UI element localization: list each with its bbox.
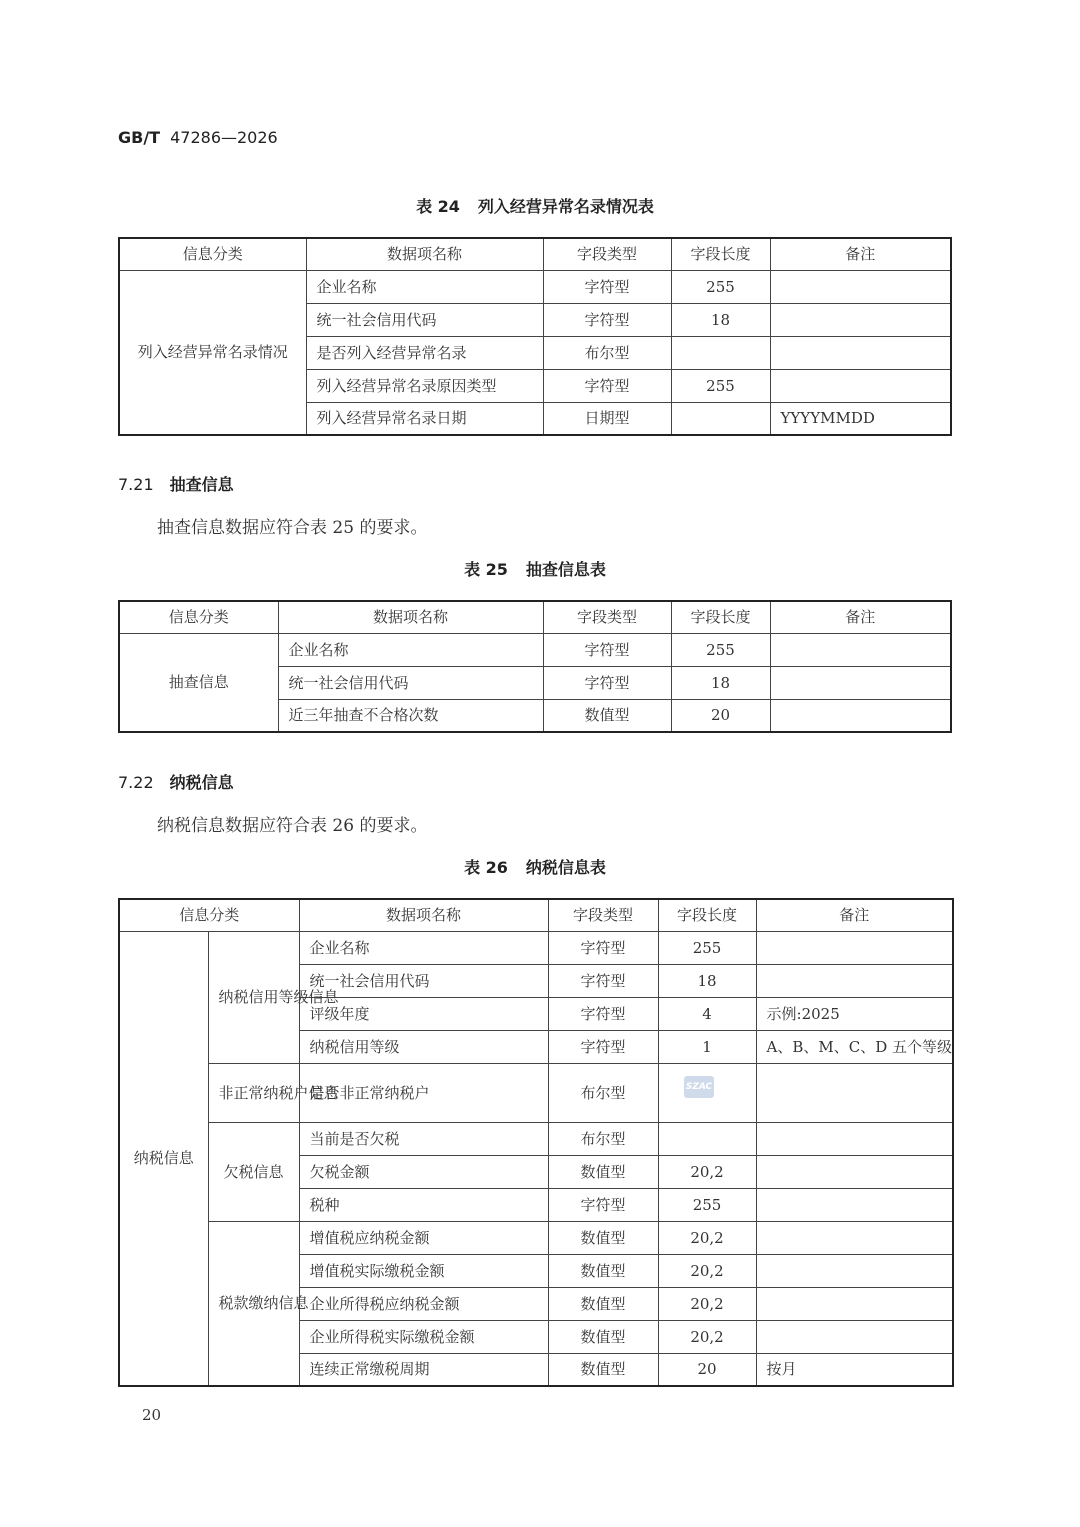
category-cell: 纳税信息 [119, 931, 208, 1386]
header-field-length: 字段长度 [658, 899, 756, 931]
field-length-cell: 18 [671, 666, 770, 699]
standard-prefix: GB/T [118, 128, 161, 147]
item-name-cell: 评级年度 [299, 997, 548, 1030]
field-length-cell: 255 [658, 931, 756, 964]
field-type-cell: 数值型 [548, 1353, 658, 1386]
remarks-cell [770, 666, 951, 699]
subcategory-cell: 欠税信息 [208, 1122, 299, 1221]
header-item-name: 数据项名称 [306, 238, 543, 270]
remarks-cell [756, 1287, 953, 1320]
section-number: 7.21 [118, 475, 154, 494]
item-name-cell: 欠税金额 [299, 1155, 548, 1188]
remarks-cell [756, 1320, 953, 1353]
field-length-cell: 4 [658, 997, 756, 1030]
table-25-title: 抽查信息表 [525, 560, 606, 579]
field-type-cell: 字符型 [543, 666, 671, 699]
subcategory-cell: 非正常纳税户信息 [208, 1063, 299, 1122]
item-name-cell: 纳税信用等级 [299, 1030, 548, 1063]
header-remarks: 备注 [756, 899, 953, 931]
remarks-cell: 示例:2025 [756, 997, 953, 1030]
field-type-cell: 布尔型 [543, 336, 671, 369]
szac-watermark: SZAC [684, 1076, 714, 1098]
field-type-cell: 布尔型 [548, 1122, 658, 1155]
field-length-cell: 20 [658, 1353, 756, 1386]
field-length-cell: 20 [671, 699, 770, 732]
table-26 [118, 898, 954, 1387]
header-field-length: 字段长度 [671, 601, 770, 633]
item-name-cell: 统一社会信用代码 [278, 666, 543, 699]
table-row [119, 633, 951, 666]
item-name-cell: 税种 [299, 1188, 548, 1221]
section-title: 抽查信息 [169, 475, 234, 494]
field-type-cell: 数值型 [548, 1254, 658, 1287]
remarks-cell [756, 931, 953, 964]
field-length-cell: 20,2 [658, 1155, 756, 1188]
field-length-cell: 18 [658, 964, 756, 997]
item-name-cell: 列入经营异常名录原因类型 [306, 369, 543, 402]
field-type-cell: 字符型 [548, 964, 658, 997]
field-type-cell: 字符型 [543, 270, 671, 303]
field-type-cell: 数值型 [548, 1155, 658, 1188]
field-length-cell: 255 [671, 270, 770, 303]
header-item-name: 数据项名称 [299, 899, 548, 931]
table-26-number: 表 26 [464, 858, 508, 877]
item-name-cell: 企业所得税实际缴税金额 [299, 1320, 548, 1353]
table-26-title: 纳税信息表 [525, 858, 606, 877]
header-category: 信息分类 [119, 601, 278, 633]
header-field-type: 字段类型 [548, 899, 658, 931]
table-25-caption [118, 557, 952, 580]
header-category: 信息分类 [119, 238, 306, 270]
remarks-cell [756, 1188, 953, 1221]
item-name-cell: 企业名称 [278, 633, 543, 666]
header-field-length: 字段长度 [671, 238, 770, 270]
section-number: 7.22 [118, 773, 154, 792]
field-length-cell: 20,2 [658, 1254, 756, 1287]
field-type-cell: 字符型 [548, 997, 658, 1030]
item-name-cell: 增值税实际缴税金额 [299, 1254, 548, 1287]
table-row [119, 1122, 953, 1155]
section-7-22-heading [118, 770, 234, 793]
item-name-cell: 统一社会信用代码 [299, 964, 548, 997]
header-remarks: 备注 [770, 238, 951, 270]
section-7-22-paragraph: 纳税信息数据应符合表 26 的要求。 [157, 816, 428, 836]
table-24-caption [118, 194, 952, 217]
item-name-cell: 近三年抽查不合格次数 [278, 699, 543, 732]
remarks-cell [756, 1155, 953, 1188]
item-name-cell: 企业所得税应纳税金额 [299, 1287, 548, 1320]
field-length-cell [671, 402, 770, 435]
item-name-cell: 统一社会信用代码 [306, 303, 543, 336]
field-type-cell: 数值型 [548, 1221, 658, 1254]
remarks-cell: A、B、M、C、D 五个等级 [756, 1030, 953, 1063]
header-category: 信息分类 [119, 899, 299, 931]
item-name-cell: 是否列入经营异常名录 [306, 336, 543, 369]
item-name-cell: 当前是否欠税 [299, 1122, 548, 1155]
remarks-cell [770, 369, 951, 402]
remarks-cell [770, 699, 951, 732]
table-25-number: 表 25 [464, 560, 508, 579]
field-type-cell: 数值型 [548, 1320, 658, 1353]
item-name-cell: 列入经营异常名录日期 [306, 402, 543, 435]
field-type-cell: 字符型 [543, 369, 671, 402]
field-length-cell: 18 [671, 303, 770, 336]
remarks-cell [770, 270, 951, 303]
header-field-type: 字段类型 [543, 601, 671, 633]
item-name-cell: 增值税应纳税金额 [299, 1221, 548, 1254]
field-length-cell: 1 [658, 1030, 756, 1063]
remarks-cell [756, 1122, 953, 1155]
table-row [119, 1221, 953, 1254]
table-24 [118, 237, 952, 436]
table-header-row [119, 899, 953, 931]
header-remarks: 备注 [770, 601, 951, 633]
remarks-cell [756, 964, 953, 997]
table-24-title: 列入经营异常名录情况表 [477, 197, 654, 216]
standard-number: 47286—2026 [170, 128, 278, 147]
section-7-21-heading [118, 472, 234, 495]
item-name-cell: 连续正常缴税周期 [299, 1353, 548, 1386]
remarks-cell [756, 1063, 953, 1122]
category-cell: 抽查信息 [119, 633, 278, 732]
field-type-cell: 布尔型 [548, 1063, 658, 1122]
field-length-cell: 255 [671, 369, 770, 402]
remarks-cell [756, 1221, 953, 1254]
section-title: 纳税信息 [169, 773, 234, 792]
remarks-cell: YYYYMMDD [770, 402, 951, 435]
field-type-cell: 数值型 [543, 699, 671, 732]
item-name-cell: 是否非正常纳税户 [299, 1063, 548, 1122]
field-type-cell: 字符型 [548, 1188, 658, 1221]
field-length-cell: 20,2 [658, 1221, 756, 1254]
field-type-cell: 字符型 [543, 633, 671, 666]
field-type-cell: 字符型 [548, 1030, 658, 1063]
field-type-cell: 日期型 [543, 402, 671, 435]
subcategory-cell: 税款缴纳信息 [208, 1221, 299, 1386]
field-length-cell: 255 [658, 1188, 756, 1221]
remarks-cell [756, 1254, 953, 1287]
remarks-cell: 按月 [756, 1353, 953, 1386]
field-length-cell: 20,2 [658, 1287, 756, 1320]
field-length-cell [658, 1122, 756, 1155]
header-item-name: 数据项名称 [278, 601, 543, 633]
section-7-21-paragraph: 抽查信息数据应符合表 25 的要求。 [157, 518, 428, 538]
category-cell: 列入经营异常名录情况 [119, 270, 306, 435]
table-row [119, 1063, 953, 1122]
table-24-number: 表 24 [416, 197, 460, 216]
header-field-type: 字段类型 [543, 238, 671, 270]
field-length-cell [671, 336, 770, 369]
remarks-cell [770, 336, 951, 369]
item-name-cell: 企业名称 [306, 270, 543, 303]
table-header-row [119, 238, 951, 270]
field-length-cell: 255 [671, 633, 770, 666]
field-type-cell: 字符型 [543, 303, 671, 336]
remarks-cell [770, 303, 951, 336]
table-26-caption [118, 855, 952, 878]
table-25 [118, 600, 952, 733]
remarks-cell [770, 633, 951, 666]
standard-code [118, 128, 278, 147]
item-name-cell: 企业名称 [299, 931, 548, 964]
field-type-cell: 字符型 [548, 931, 658, 964]
table-row [119, 931, 953, 964]
page-number: 20 [142, 1406, 162, 1424]
subcategory-cell: 纳税信用等级信息 [208, 931, 299, 1063]
table-row [119, 270, 951, 303]
table-header-row [119, 601, 951, 633]
field-length-cell: 20,2 [658, 1320, 756, 1353]
field-type-cell: 数值型 [548, 1287, 658, 1320]
